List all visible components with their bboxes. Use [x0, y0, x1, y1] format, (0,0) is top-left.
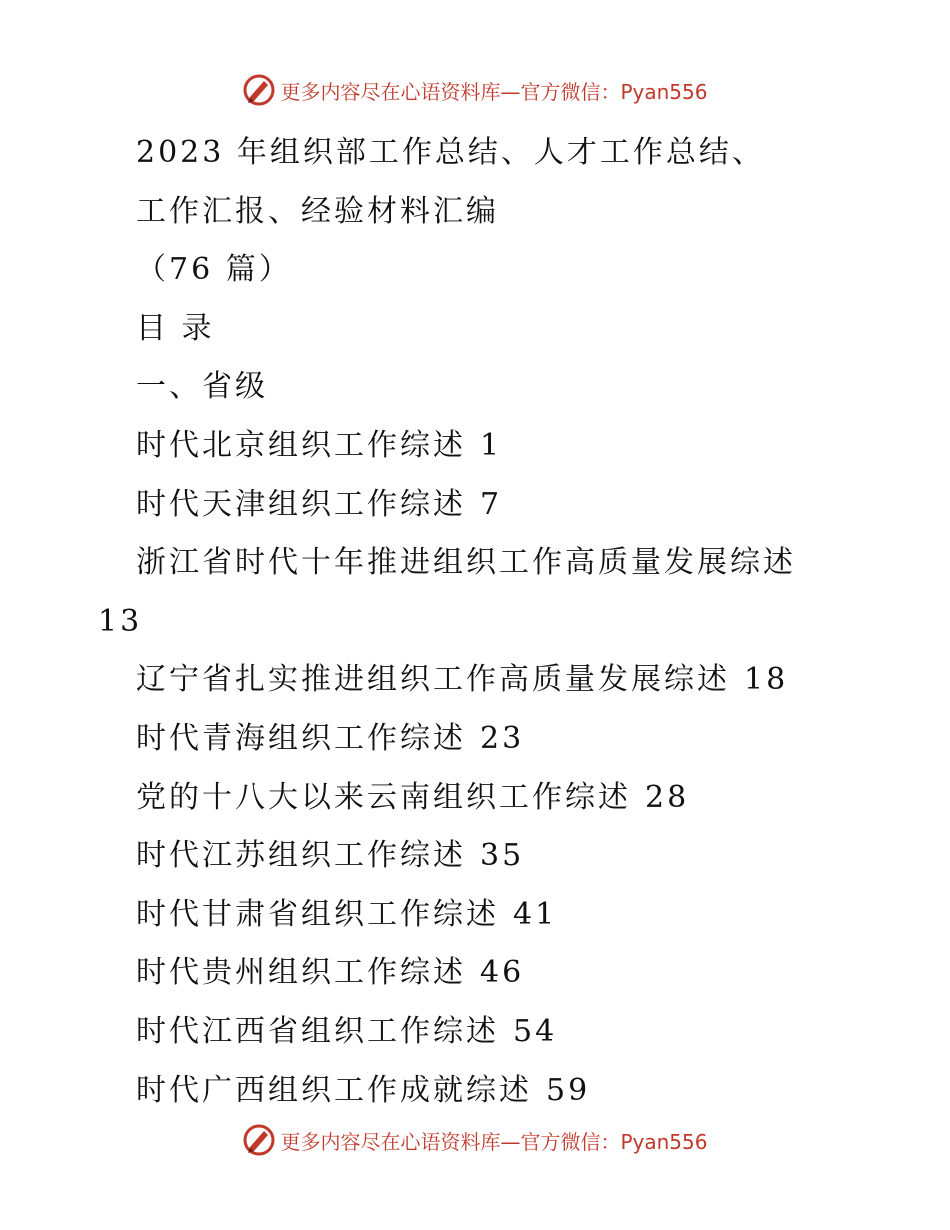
pen-logo-icon: [242, 1123, 276, 1157]
toc-entry-page: 41: [513, 896, 558, 932]
toc-entry-page: 35: [480, 838, 525, 874]
toc-entry-title: 辽宁省扎实推进组织工作高质量发展综述: [136, 662, 730, 698]
document-title-line-1: 2023 年组织部工作总结、人才工作总结、: [136, 135, 765, 170]
toc-entry: [0, 944, 950, 1003]
toc-entry-title: 浙江省时代十年推进组织工作高质量发展综述: [136, 545, 796, 581]
toc-entry-page-wrapped: [0, 593, 950, 652]
document-body: [0, 124, 950, 1120]
toc-entry-title: 时代天津组织工作综述: [136, 486, 466, 522]
toc-entry-page: 46: [480, 955, 525, 991]
toc-entry: [0, 1062, 950, 1121]
toc-entry-title: 时代北京组织工作综述: [136, 427, 466, 463]
toc-entry-title: 时代江西省组织工作综述: [136, 1013, 499, 1049]
pen-logo-icon: [242, 73, 276, 107]
watermark-banner-bottom: [0, 1120, 950, 1160]
toc-entry: [0, 710, 950, 769]
toc-entry-title: 时代贵州组织工作综述: [136, 955, 466, 991]
toc-entry-page: 18: [744, 662, 789, 698]
document-count: （76 篇）: [136, 252, 292, 288]
toc-entry: [0, 417, 950, 476]
toc-entry-page: 28: [645, 779, 690, 815]
toc-entry: [0, 827, 950, 886]
watermark-text: 更多内容尽在心语资料库—官方微信：Pyan556: [280, 79, 708, 104]
toc-entry: [0, 651, 950, 710]
toc-entry-page: 1: [480, 427, 503, 463]
toc-entry-page: 59: [546, 1072, 591, 1108]
toc-entry: [0, 1003, 950, 1062]
toc-entry-title: 时代青海组织工作综述: [136, 720, 466, 756]
toc-entry-page: 13: [98, 603, 143, 639]
toc-entry: [0, 476, 950, 535]
toc-entry: [0, 769, 950, 828]
toc-entry-page: 23: [480, 720, 525, 756]
toc-entry: [0, 886, 950, 945]
toc-entry-page: 7: [480, 486, 503, 522]
toc-entry-title: 时代甘肃省组织工作综述: [136, 896, 499, 932]
watermark-banner-top: [0, 70, 950, 110]
toc-entry: [0, 534, 950, 593]
document-title-line-2: 工作汇报、经验材料汇编: [136, 193, 499, 229]
section-heading: 一、省级: [136, 369, 268, 405]
toc-entry-title: 时代江苏组织工作综述: [136, 838, 466, 874]
toc-entry-title: 党的十八大以来云南组织工作综述: [136, 779, 631, 815]
watermark-text: 更多内容尽在心语资料库—官方微信：Pyan556: [280, 1129, 708, 1154]
toc-heading: 目 录: [136, 310, 215, 346]
toc-entry-title: 时代广西组织工作成就综述: [136, 1072, 532, 1108]
toc-entry-page: 54: [513, 1013, 558, 1049]
